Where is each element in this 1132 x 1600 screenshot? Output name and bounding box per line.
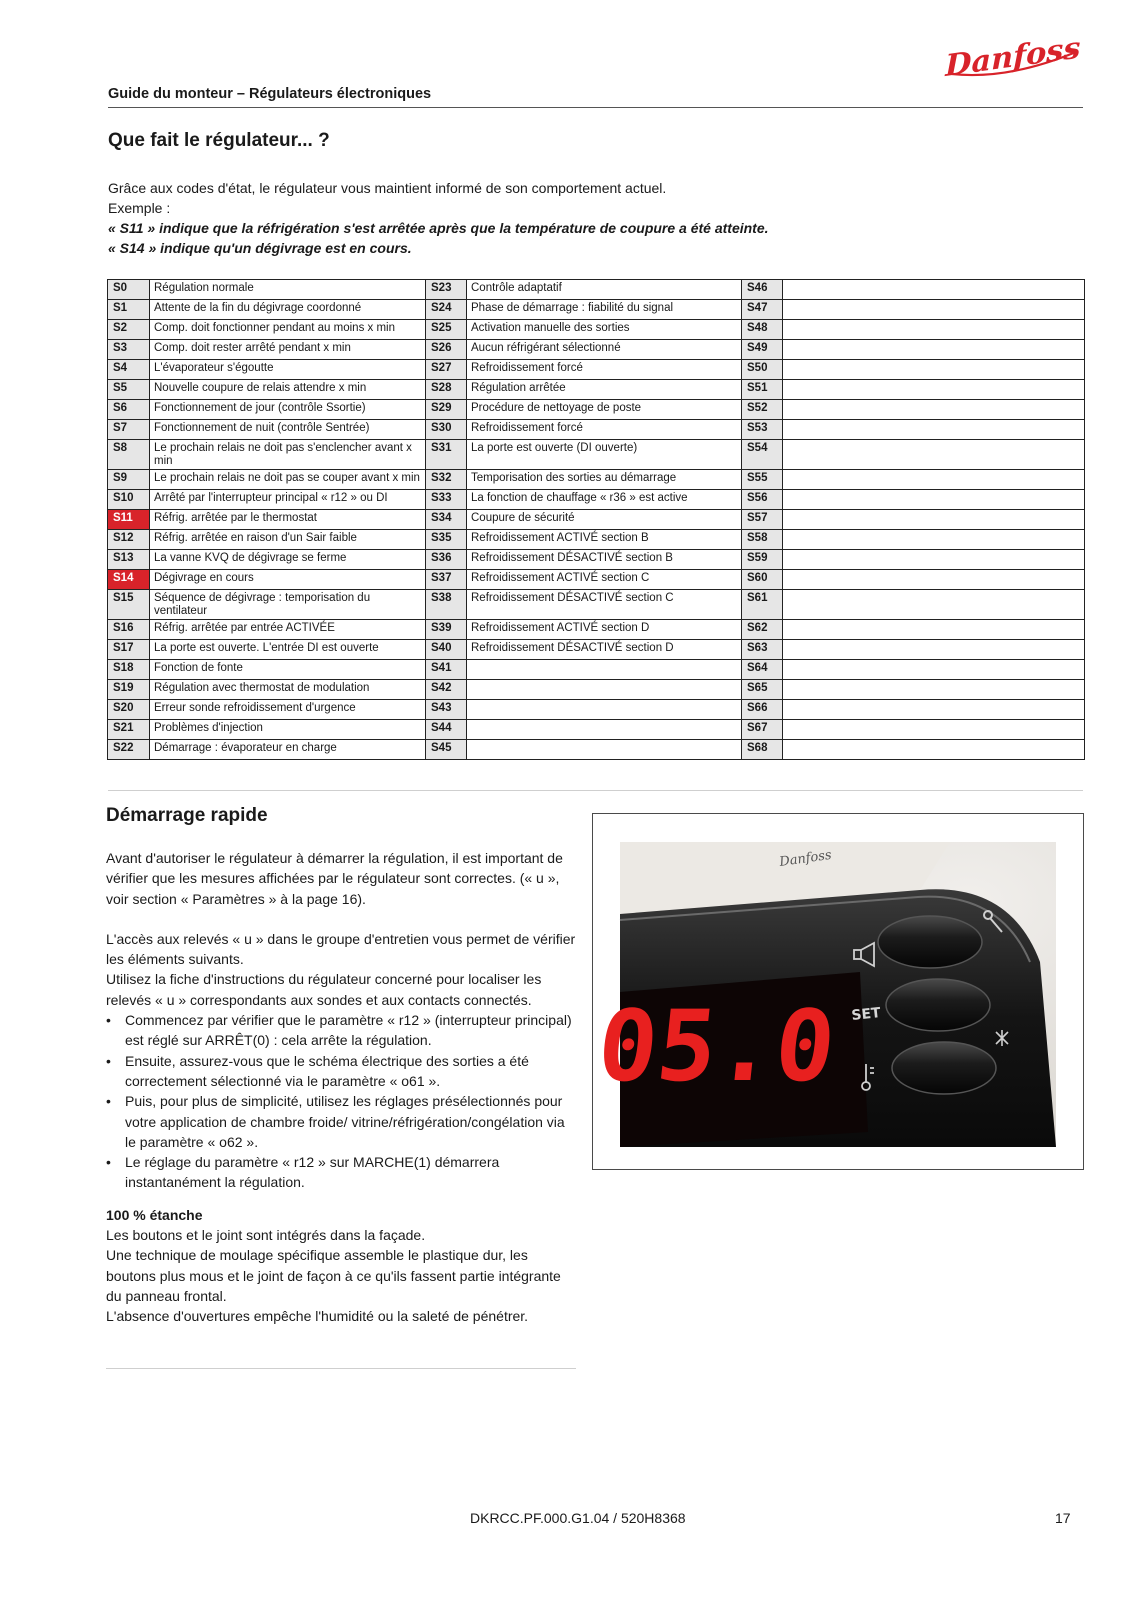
status-code-cell: S39 — [426, 620, 467, 640]
status-description-cell: Coupure de sécurité — [467, 510, 742, 530]
svg-text:Danfoss: Danfoss — [945, 30, 1081, 84]
status-code-cell: S1 — [108, 300, 150, 320]
label-brand: Danfoss — [778, 847, 833, 870]
status-code-cell: S6 — [108, 400, 150, 420]
status-description-cell — [783, 340, 1085, 360]
status-code-cell: S4 — [108, 360, 150, 380]
status-description-cell: Activation manuelle des sorties — [467, 320, 742, 340]
status-code-cell: S20 — [108, 700, 150, 720]
table-row — [108, 490, 1085, 510]
status-code-cell: S67 — [742, 720, 783, 740]
status-description-cell: Erreur sonde refroidissement d'urgence — [150, 700, 426, 720]
status-code-cell: S29 — [426, 400, 467, 420]
status-description-cell — [783, 320, 1085, 340]
status-code-cell: S46 — [742, 280, 783, 300]
status-description-cell: Régulation normale — [150, 280, 426, 300]
intro-text — [108, 178, 1068, 258]
status-code-cell: S43 — [426, 700, 467, 720]
status-description-cell: Refroidissement DÉSACTIVÉ section C — [467, 590, 742, 620]
status-code-cell: S33 — [426, 490, 467, 510]
status-code-cell: S23 — [426, 280, 467, 300]
table-row — [108, 680, 1085, 700]
status-code-cell: S61 — [742, 590, 783, 620]
table-row — [108, 720, 1085, 740]
status-description-cell — [783, 700, 1085, 720]
status-description-cell: Séquence de dégivrage : temporisation du ventilateur — [150, 590, 426, 620]
paragraph-buttons: Les boutons et le joint sont intégrés dans la façade. — [106, 1227, 426, 1244]
status-description-cell: Attente de la fin du dégivrage coordonné — [150, 300, 426, 320]
intro-line-2: Exemple : — [108, 200, 171, 216]
status-code-cell: S21 — [108, 720, 150, 740]
status-description-cell — [783, 720, 1085, 740]
status-code-cell: S19 — [108, 680, 150, 700]
status-description-cell — [783, 530, 1085, 550]
status-code-cell: S18 — [108, 660, 150, 680]
status-code-table — [107, 279, 1085, 760]
status-description-cell — [467, 720, 742, 740]
status-description-cell: Refroidissement ACTIVÉ section C — [467, 570, 742, 590]
status-description-cell — [467, 680, 742, 700]
status-description-cell — [783, 470, 1085, 490]
paragraph-readings: L'accès aux relevés « u » dans le groupe d'entretien vous permet de vérifier les éléments suivants. — [106, 930, 576, 968]
document-reference: DKRCC.PF.000.G1.04 / 520H8368 — [470, 1510, 686, 1526]
status-code-cell: S55 — [742, 470, 783, 490]
status-code-cell: S36 — [426, 550, 467, 570]
table-row — [108, 300, 1085, 320]
table-row — [108, 360, 1085, 380]
status-description-cell — [783, 640, 1085, 660]
status-description-cell: Fonctionnement de jour (contrôle Ssortie) — [150, 400, 426, 420]
status-description-cell — [783, 490, 1085, 510]
status-code-cell: S15 — [108, 590, 150, 620]
page-number: 17 — [1055, 1510, 1071, 1526]
table-row — [108, 440, 1085, 470]
table-row — [108, 280, 1085, 300]
example-s11: « S11 » indique que la réfrigération s'est arrêtée après que la température de coupure a été atteinte. — [108, 220, 769, 236]
list-item: • Le réglage du paramètre « r12 » sur MARCHE(1) démarrera instantanément la régulation. — [125, 1152, 576, 1193]
status-description-cell: Réfrig. arrêtée par entrée ACTIVÉE — [150, 620, 426, 640]
status-code-cell: S3 — [108, 340, 150, 360]
paragraph-instructions: Utilisez la fiche d'instructions du régulateur concerné pour localiser les relevés « u » correspondants aux sondes et aux contacts connectés. — [106, 971, 542, 1008]
status-code-cell: S49 — [742, 340, 783, 360]
status-code-cell: S58 — [742, 530, 783, 550]
status-code-cell: S11 — [108, 510, 150, 530]
status-code-cell: S32 — [426, 470, 467, 490]
status-description-cell — [783, 590, 1085, 620]
status-code-cell: S27 — [426, 360, 467, 380]
status-code-cell: S66 — [742, 700, 783, 720]
status-description-cell: Refroidissement forcé — [467, 420, 742, 440]
status-code-cell: S47 — [742, 300, 783, 320]
status-code-cell: S50 — [742, 360, 783, 380]
status-description-cell: Réfrig. arrêtée par le thermostat — [150, 510, 426, 530]
status-code-cell: S24 — [426, 300, 467, 320]
status-code-cell: S51 — [742, 380, 783, 400]
status-code-cell: S65 — [742, 680, 783, 700]
status-description-cell: La fonction de chauffage « r36 » est active — [467, 490, 742, 510]
status-description-cell: Le prochain relais ne doit pas s'enclencher avant x min — [150, 440, 426, 470]
status-description-cell — [783, 660, 1085, 680]
table-row — [108, 530, 1085, 550]
status-code-cell: S35 — [426, 530, 467, 550]
steps-list — [106, 1010, 576, 1193]
status-description-cell: La porte est ouverte (DI ouverte) — [467, 440, 742, 470]
status-description-cell: Nouvelle coupure de relais attendre x min — [150, 380, 426, 400]
table-row — [108, 590, 1085, 620]
status-description-cell — [783, 400, 1085, 420]
status-description-cell: L'évaporateur s'égoutte — [150, 360, 426, 380]
table-row — [108, 400, 1085, 420]
status-description-cell: Le prochain relais ne doit pas se couper avant x min — [150, 470, 426, 490]
status-code-cell: S56 — [742, 490, 783, 510]
controller-photo — [592, 842, 1056, 1147]
status-code-cell: S5 — [108, 380, 150, 400]
status-description-cell — [467, 700, 742, 720]
status-description-cell: Arrêté par l'interrupteur principal « r12 » ou DI — [150, 490, 426, 510]
header-divider — [108, 107, 1083, 108]
status-code-cell: S28 — [426, 380, 467, 400]
status-description-cell — [783, 280, 1085, 300]
status-description-cell: Refroidissement ACTIVÉ section D — [467, 620, 742, 640]
table-row — [108, 570, 1085, 590]
status-code-cell: S45 — [426, 740, 467, 760]
list-item: • Puis, pour plus de simplicité, utilisez les réglages présélectionnés pour votre application de chambre froide/ vitrine/réfrigération/congélation via le paramètre « o62 ». — [125, 1091, 576, 1152]
status-description-cell: Temporisation des sorties au démarrage — [467, 470, 742, 490]
set-label: SET — [850, 1005, 882, 1024]
table-row — [108, 510, 1085, 530]
status-code-cell: S7 — [108, 420, 150, 440]
status-code-cell: S60 — [742, 570, 783, 590]
status-description-cell — [783, 380, 1085, 400]
status-code-cell: S9 — [108, 470, 150, 490]
status-code-cell: S52 — [742, 400, 783, 420]
table-row — [108, 380, 1085, 400]
status-description-cell: Comp. doit fonctionner pendant au moins x min — [150, 320, 426, 340]
status-description-cell: Refroidissement forcé — [467, 360, 742, 380]
status-code-cell: S54 — [742, 440, 783, 470]
table-row — [108, 420, 1085, 440]
status-description-cell — [783, 300, 1085, 320]
section-end-divider — [106, 1368, 576, 1369]
table-row — [108, 700, 1085, 720]
section-title-regulator: Que fait le régulateur... ? — [108, 130, 330, 151]
quick-start-text — [106, 848, 576, 1327]
status-description-cell — [783, 510, 1085, 530]
paragraph-molding: Une technique de moulage spécifique assemble le plastique dur, les boutons plus mous et le joint de façon à ce qu'ils fassent partie intégrante du panneau frontal. — [106, 1247, 561, 1304]
status-code-cell: S34 — [426, 510, 467, 530]
intro-line-1: Grâce aux codes d'état, le régulateur vous maintient informé de son comportement actuel. — [108, 180, 667, 196]
header-title: Guide du monteur – Régulateurs électroniques — [108, 86, 432, 102]
status-code-cell: S42 — [426, 680, 467, 700]
status-description-cell — [783, 620, 1085, 640]
status-description-cell: Procédure de nettoyage de poste — [467, 400, 742, 420]
status-description-cell: Phase de démarrage : fiabilité du signal — [467, 300, 742, 320]
status-description-cell: Réfrig. arrêtée en raison d'un Sair faible — [150, 530, 426, 550]
status-description-cell: Contrôle adaptatif — [467, 280, 742, 300]
status-description-cell: Régulation arrêtée — [467, 380, 742, 400]
status-code-cell: S48 — [742, 320, 783, 340]
status-code-cell: S22 — [108, 740, 150, 760]
status-code-cell: S63 — [742, 640, 783, 660]
status-description-cell: La vanne KVQ de dégivrage se ferme — [150, 550, 426, 570]
status-description-cell — [783, 570, 1085, 590]
status-code-cell: S41 — [426, 660, 467, 680]
down-button — [892, 1042, 996, 1094]
status-code-cell: S38 — [426, 590, 467, 620]
section-divider — [108, 790, 1083, 791]
status-code-cell: S30 — [426, 420, 467, 440]
status-code-cell: S64 — [742, 660, 783, 680]
status-code-cell: S31 — [426, 440, 467, 470]
status-description-cell: Dégivrage en cours — [150, 570, 426, 590]
status-description-cell: Aucun réfrigérant sélectionné — [467, 340, 742, 360]
paragraph-intro: Avant d'autoriser le régulateur à démarrer la régulation, il est important de vérifier que les mesures affichées par le régulateur sont correctes. (« u », voir section « Paramètres » à la page 16). — [106, 850, 563, 907]
set-button — [886, 979, 990, 1031]
paragraph-sealing: L'absence d'ouvertures empêche l'humidité ou la saleté de pénétrer. — [106, 1308, 529, 1325]
table-row — [108, 550, 1085, 570]
status-code-cell: S26 — [426, 340, 467, 360]
status-description-cell: Refroidissement DÉSACTIVÉ section D — [467, 640, 742, 660]
status-code-cell: S59 — [742, 550, 783, 570]
status-code-cell: S62 — [742, 620, 783, 640]
status-code-cell: S8 — [108, 440, 150, 470]
table-row — [108, 470, 1085, 490]
status-description-cell: Régulation avec thermostat de modulation — [150, 680, 426, 700]
status-code-cell: S2 — [108, 320, 150, 340]
status-description-cell: Fonction de fonte — [150, 660, 426, 680]
status-description-cell: Comp. doit rester arrêté pendant x min — [150, 340, 426, 360]
status-code-cell: S37 — [426, 570, 467, 590]
subheading-waterproof: 100 % étanche — [106, 1206, 203, 1223]
status-description-cell — [467, 740, 742, 760]
status-description-cell: Fonctionnement de nuit (contrôle Sentrée) — [150, 420, 426, 440]
status-code-cell: S10 — [108, 490, 150, 510]
status-code-cell: S12 — [108, 530, 150, 550]
status-description-cell — [467, 660, 742, 680]
status-description-cell — [783, 440, 1085, 470]
status-description-cell: La porte est ouverte. L'entrée DI est ouverte — [150, 640, 426, 660]
status-description-cell: Refroidissement ACTIVÉ section B — [467, 530, 742, 550]
status-code-cell: S14 — [108, 570, 150, 590]
status-description-cell — [783, 420, 1085, 440]
status-code-cell: S40 — [426, 640, 467, 660]
status-description-cell: Démarrage : évaporateur en charge — [150, 740, 426, 760]
status-description-cell — [783, 740, 1085, 760]
table-row — [108, 320, 1085, 340]
status-code-cell: S44 — [426, 720, 467, 740]
status-code-cell: S57 — [742, 510, 783, 530]
example-s14: « S14 » indique qu'un dégivrage est en cours. — [108, 240, 412, 256]
list-item: • Ensuite, assurez-vous que le schéma électrique des sorties a été correctement sélectionné via le paramètre « o61 ». — [125, 1051, 576, 1092]
list-item: • Commencez par vérifier que le paramètre « r12 » (interrupteur principal) est réglé sur ARRÊT(0) : cela arrête la régulation. — [125, 1010, 576, 1051]
menu-button — [878, 916, 982, 968]
status-code-cell: S17 — [108, 640, 150, 660]
table-row — [108, 740, 1085, 760]
status-code-cell: S16 — [108, 620, 150, 640]
status-code-cell: S25 — [426, 320, 467, 340]
table-row — [108, 620, 1085, 640]
status-code-cell: S0 — [108, 280, 150, 300]
display-value: 05.0 — [592, 990, 841, 1104]
status-code-cell: S68 — [742, 740, 783, 760]
table-row — [108, 660, 1085, 680]
table-row — [108, 640, 1085, 660]
status-description-cell — [783, 360, 1085, 380]
status-description-cell — [783, 680, 1085, 700]
status-code-cell: S13 — [108, 550, 150, 570]
table-row — [108, 340, 1085, 360]
status-description-cell — [783, 550, 1085, 570]
danfoss-logo — [945, 30, 1083, 86]
status-description-cell: Refroidissement DÉSACTIVÉ section B — [467, 550, 742, 570]
status-code-cell: S53 — [742, 420, 783, 440]
section-title-quick-start: Démarrage rapide — [106, 805, 268, 826]
status-description-cell: Problèmes d'injection — [150, 720, 426, 740]
